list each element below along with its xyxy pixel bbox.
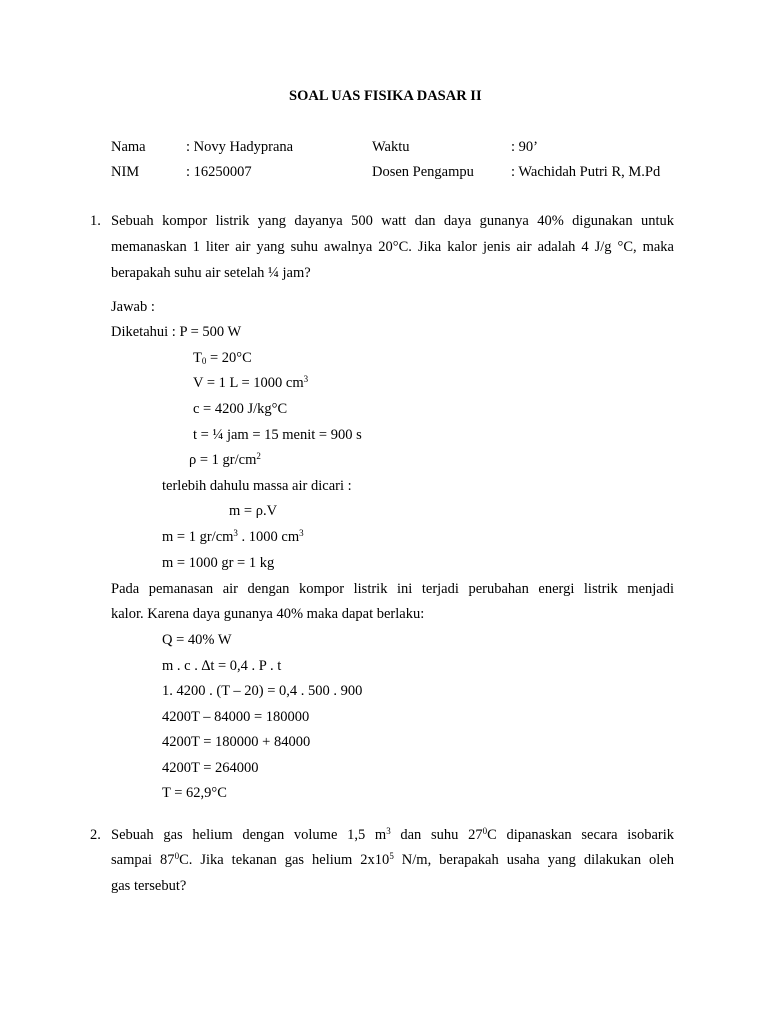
question-2-line-1: Sebuah gas helium dengan volume 1,5 $m^3$ dan suhu $27^0C$ dipanaskan secara isobarik <box>111 826 674 843</box>
known-volume: V = 1 L = 1000 $cm^3$ <box>193 374 309 391</box>
nim-label: NIM <box>111 164 140 180</box>
question-1-number: 1. <box>90 213 101 229</box>
nim-value: : 16250007 <box>186 164 252 180</box>
question-1-line-1: Sebuah kompor listrik yang dayanya 500 watt dan daya gunanya 40% digunakan untuk <box>111 213 674 229</box>
mass-formula: m = ρ.V <box>229 503 278 519</box>
known-t0: $T_0 = 20^\circ C$ <box>193 350 252 366</box>
question-2-line-2: sampai $87^0C$. Jika tekanan gas helium $2x10^5$ N/m, berapakah usaha yang dilakukan oleh <box>111 851 675 868</box>
question-1-line-3: berapakah suhu air setelah ¼ jam? <box>111 265 311 281</box>
mass-calc: m = 1 $gr/cm^3$ . 1000 $cm^3$ <box>162 528 304 545</box>
document-title: SOAL UAS FISIKA DASAR II <box>289 88 482 104</box>
nama-value: : Novy Hadyprana <box>186 139 294 155</box>
equation-5: 4200T = 180000 + 84000 <box>162 734 311 750</box>
question-1-line-2: memanaskan 1 liter air yang suhu awalnya 20°C. Jika kalor jenis air adalah 4 J/g °C, maka <box>111 239 674 255</box>
equation-4: 4200T – 84000 = 180000 <box>162 709 310 725</box>
known-density: ρ = 1 $gr/cm^2$ <box>189 451 261 468</box>
explanation-line-1: Pada pemanasan air dengan kompor listrik ini terjadi perubahan energi listrik menjadi <box>111 581 674 597</box>
known-specific-heat: c = 4200 J/kg°C <box>193 401 288 417</box>
waktu-value: : 90’ <box>511 139 538 155</box>
question-2-line-3: gas tersebut? <box>111 878 187 894</box>
equation-3: 1. 4200 . (T – 20) = 0,4 . 500 . 900 <box>162 683 363 699</box>
answer-label: Jawab : <box>111 299 155 315</box>
equation-7: T = 62,9°C <box>162 785 227 801</box>
dosen-value: : Wachidah Putri R, M.Pd <box>511 164 661 180</box>
known-p: Diketahui : P = 500 W <box>111 324 242 340</box>
equation-1: Q = 40% W <box>162 632 232 648</box>
equation-2: m . c . ∆t = 0,4 . P . t <box>162 658 282 674</box>
equation-6: 4200T = 264000 <box>162 760 259 776</box>
mass-result: m = 1000 gr = 1 kg <box>162 555 275 571</box>
explanation-line-2: kalor. Karena daya gunanya 40% maka dapat berlaku: <box>111 606 425 622</box>
question-2-number: 2. <box>90 827 101 843</box>
known-time: t = ¼ jam = 15 menit = 900 s <box>193 427 362 443</box>
dosen-label: Dosen Pengampu <box>372 164 474 180</box>
nama-label: Nama <box>111 139 146 155</box>
waktu-label: Waktu <box>372 139 410 155</box>
mass-intro: terlebih dahulu massa air dicari : <box>162 478 352 494</box>
